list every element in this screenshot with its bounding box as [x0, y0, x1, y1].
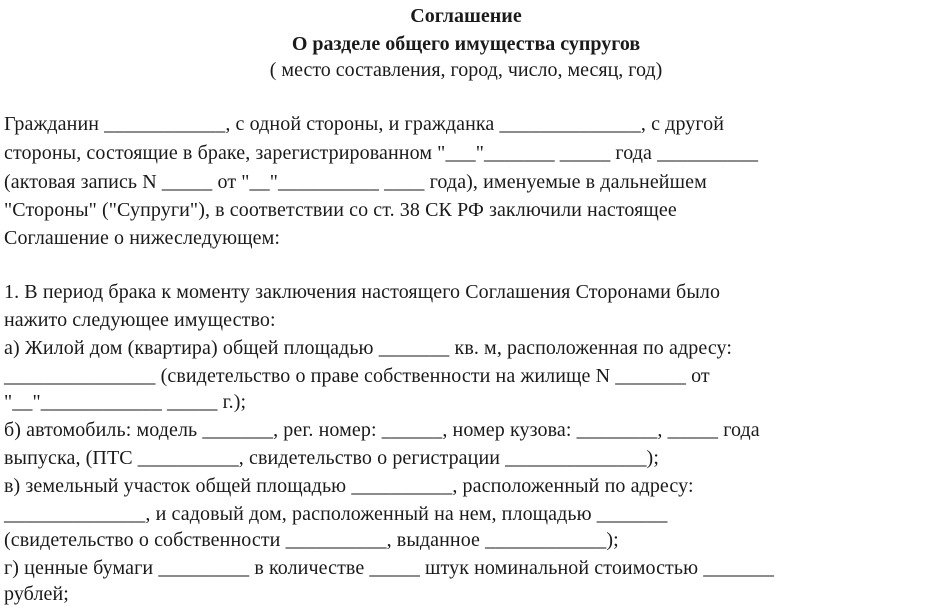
item-a-line-2: _______________ (свидетельство о праве собственности на жилище N _______ от	[4, 365, 710, 387]
item-b-line-1: б) автомобиль: модель _______, рег. номер: ______, номер кузова: ________, _____ года	[4, 419, 760, 441]
item-b-line-2: выпуска, (ПТС __________, свидетельство о регистрации ______________);	[4, 447, 659, 469]
item-c-line-2: ______________, и садовый дом, расположенный на нем, площадью _______	[4, 503, 668, 525]
item-c-line-1: в) земельный участок общей площадью __________, расположенный по адресу:	[4, 475, 694, 497]
document-title: Соглашение	[410, 5, 522, 27]
item-a-line-1: а) Жилой дом (квартира) общей площадью _______ кв. м, расположенная по адресу:	[4, 337, 733, 359]
body-line-4: "Стороны" ("Супруги"), в соответствии со ст. 38 СК РФ заключили настоящее	[4, 199, 677, 221]
body-line-2: стороны, состоящие в браке, зарегистрированном "___"_______ _____ года __________	[4, 142, 759, 164]
body-line-5: Соглашение о нижеследующем:	[4, 227, 281, 249]
body-line-1: Гражданин ____________, с одной стороны, и гражданка ______________, с другой	[4, 113, 725, 135]
item-d-line-2: рублей;	[4, 583, 69, 605]
body-line-3: (актовая запись N _____ от "__"__________ ____ года), именуемые в дальнейшем	[4, 171, 707, 193]
place-date-note: ( место составления, город, число, месяц, год)	[269, 59, 663, 81]
item-a-line-3: "__"____________ _____ г.);	[4, 391, 247, 413]
clause-1-line-1: 1. В период брака к моменту заключения настоящего Соглашения Сторонами было	[4, 281, 721, 303]
item-c-line-3: (свидетельство о собственности __________, выданное ____________);	[4, 529, 619, 551]
item-d-line-1: г) ценные бумаги _________ в количестве _____ штук номинальной стоимостью _______	[4, 557, 774, 579]
document-subtitle: О разделе общего имущества супругов	[291, 33, 641, 55]
clause-1-line-2: нажито следующее имущество:	[4, 309, 276, 331]
